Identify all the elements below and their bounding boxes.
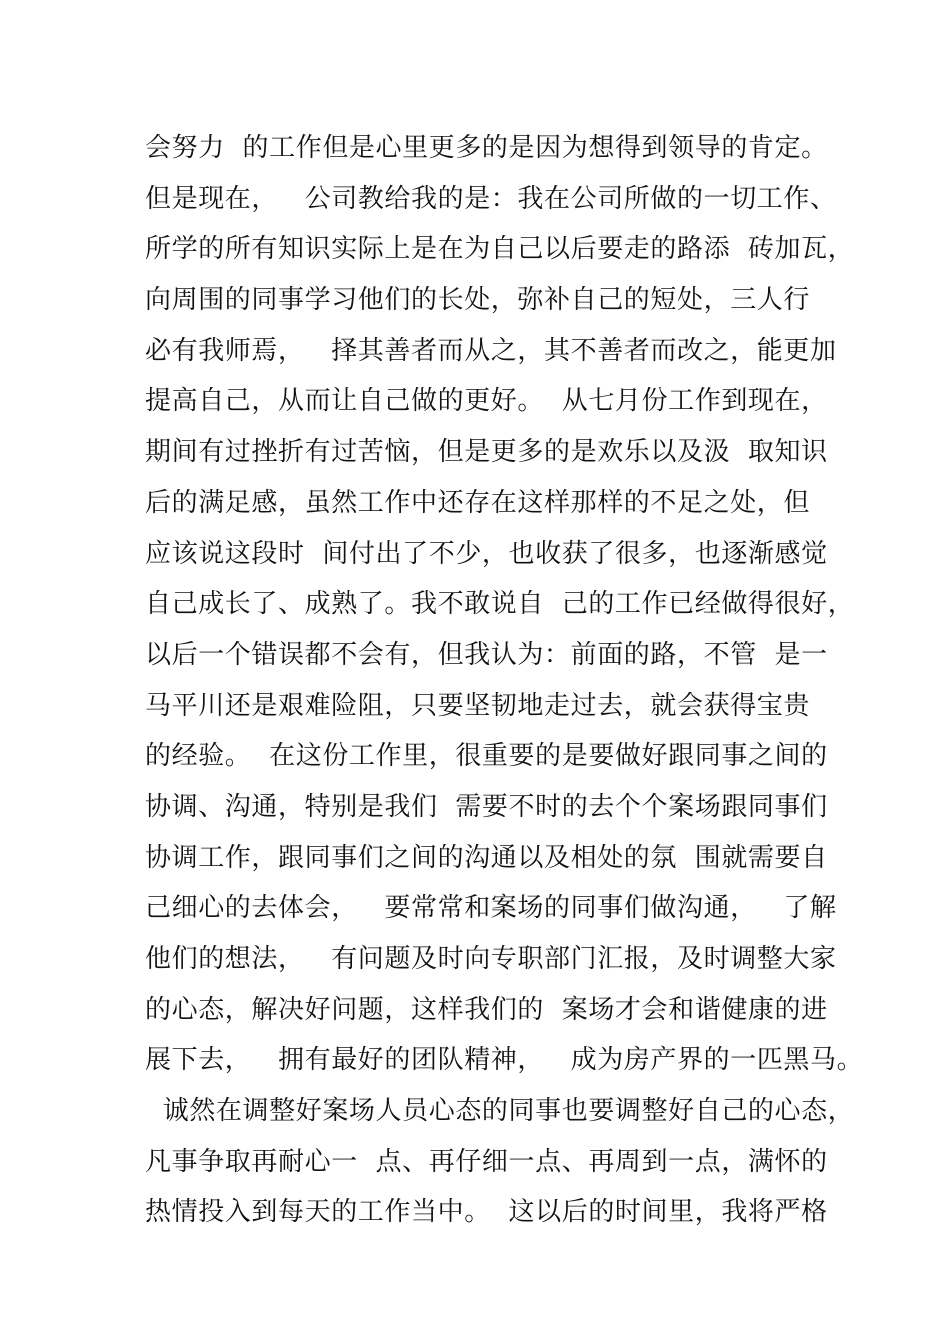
text-line-11: 以后一个错误都不会有，但我认为：前面的路，不管 是一 (145, 639, 828, 670)
text-line-17: 他们的想法， 有问题及时向专职部门汇报，及时调整大家 (145, 944, 837, 974)
text-line-2: 但是现在， 公司教给我的是：我在公司所做的一切工作、 (145, 183, 837, 214)
text-line-22: 热情投入到每天的工作当中。 这以后的时间里，我将严格 (145, 1197, 828, 1228)
text-line-6: 提高自己，从而让自己做的更好。 从七月份工作到现在， (145, 386, 828, 417)
text-line-18: 的心态，解决好问题，这样我们的 案场才会和谐健康的进 (145, 994, 828, 1025)
text-line-19: 展下去， 拥有最好的团队精神， 成为房产界的一匹黑马。 (145, 1045, 864, 1076)
text-line-4: 向周围的同事学习他们的长处，弥补自己的短处，三人行 (145, 285, 811, 316)
text-line-3: 所学的所有知识实际上是在为自己以后要走的路添 砖加瓦， (145, 234, 855, 265)
body-text (145, 123, 864, 1238)
text-line-9: 应该说这段时 间付出了不少，也收获了很多，也逐渐感觉 (145, 538, 828, 569)
text-line-20: 诚然在调整好案场人员心态的同事也要调整好自己的心态， (145, 1096, 855, 1127)
text-line-21: 凡事争取再耐心一 点、再仔细一点、再周到一点，满怀的 (145, 1146, 828, 1177)
text-line-14: 协调、沟通，特别是我们 需要不时的去个个案场跟同事们 (145, 791, 828, 822)
text-line-1: 会努力 的工作但是心里更多的是因为想得到领导的肯定。 (145, 133, 828, 163)
text-line-10: 自己成长了、成熟了。我不敢说自 己的工作已经做得很好， (145, 589, 855, 620)
text-line-7: 期间有过挫折有过苦恼，但是更多的是欢乐以及汲 取知识 (145, 437, 828, 468)
text-line-12: 马平川还是艰难险阻，只要坚韧地走过去，就会获得宝贵 (145, 690, 811, 721)
text-line-8: 后的满足感，虽然工作中还存在这样那样的不足之处，但 (145, 487, 811, 518)
text-line-15: 协调工作，跟同事们之间的沟通以及相处的氛 围就需要自 (145, 842, 828, 873)
text-line-16: 己细心的去体会， 要常常和案场的同事们做沟通， 了解 (145, 893, 837, 924)
text-line-5: 必有我师焉， 择其善者而从之，其不善者而改之，能更加 (145, 335, 837, 366)
text-line-13: 的经验。 在这份工作里，很重要的是要做好跟同事之间的 (145, 741, 828, 772)
